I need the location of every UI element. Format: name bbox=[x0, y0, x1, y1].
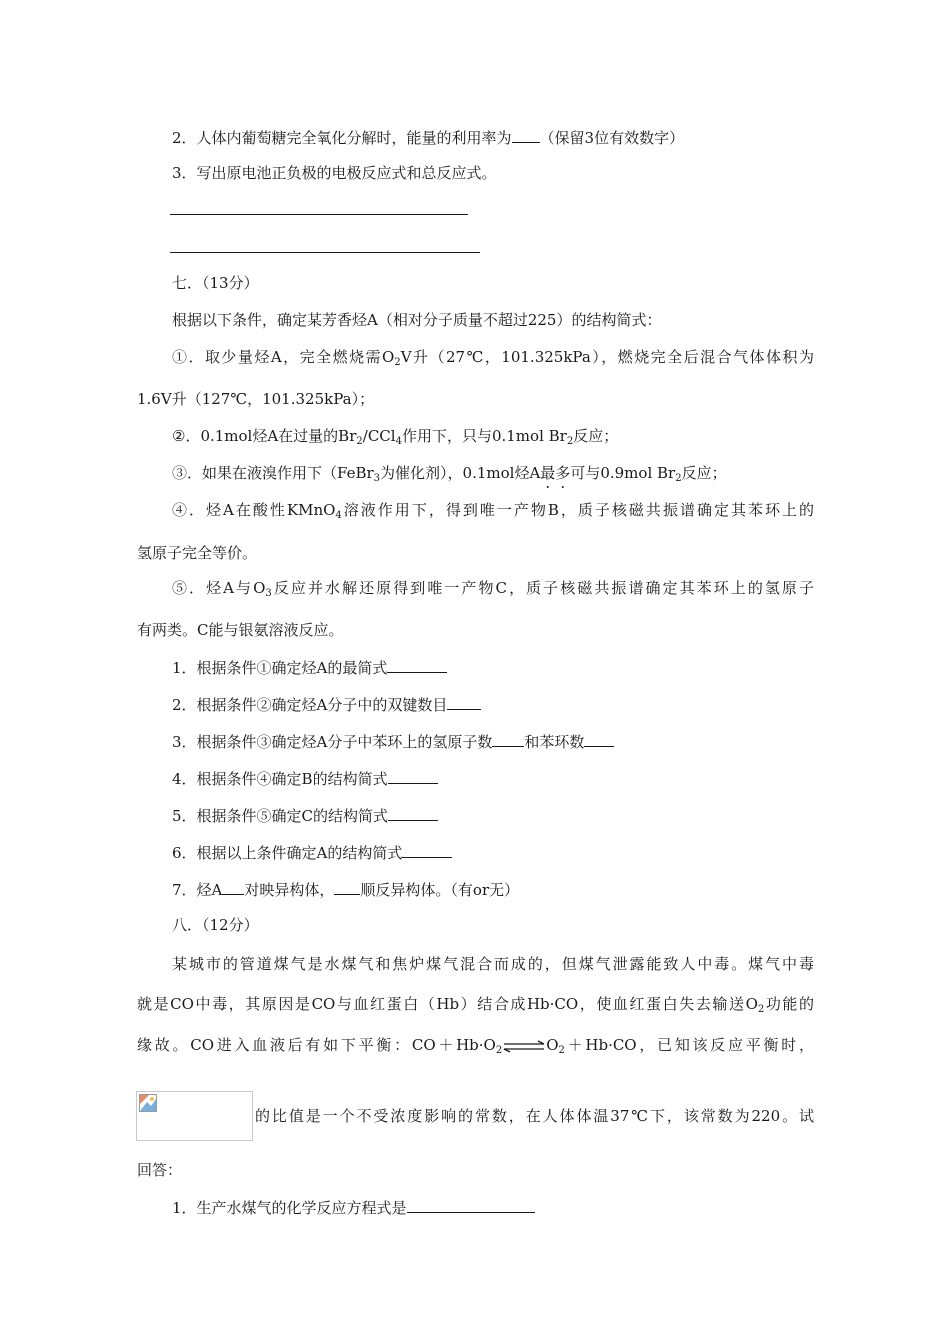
answer-line[interactable] bbox=[170, 214, 468, 215]
equilibrium-arrow-icon bbox=[502, 1039, 546, 1053]
answer-blank[interactable] bbox=[447, 693, 481, 710]
s8-paragraph-line-5: 回答： bbox=[137, 1161, 183, 1179]
s8-question-1: 1．生产水煤气的化学反应方程式是 bbox=[172, 1196, 535, 1218]
s8-paragraph-line-3: 缘故。CO进入血液后有如下平衡：$CO+Hb\cdot O_2$ $O_2+Hb\cdot CO$，已知该反应平衡时， bbox=[137, 1036, 814, 1056]
s7-heading: 七．（13分） bbox=[172, 274, 259, 292]
s7-intro: 根据以下条件，确定某芳香烃A（相对分子质量不超过225）的结构简式： bbox=[172, 311, 662, 329]
answer-blank[interactable] bbox=[512, 126, 540, 143]
answer-blank[interactable] bbox=[222, 878, 244, 895]
answer-blank[interactable] bbox=[492, 730, 524, 747]
answer-blank[interactable] bbox=[334, 878, 360, 895]
answer-blank[interactable] bbox=[387, 656, 447, 673]
s7-question-7: 7．烃A 对映异构体， 顺反异构体。（有or无） bbox=[172, 878, 519, 900]
answer-blank[interactable] bbox=[388, 804, 438, 821]
answer-blank[interactable] bbox=[402, 841, 452, 858]
s7-question-1: 1．根据条件①确定烃A的最简式 bbox=[172, 656, 447, 678]
s7-condition-5: ⑤．烃A与$O_3$反应并水解还原得到唯一产物C，质子核磁共振谱确定其苯环上的氢原子 bbox=[172, 579, 814, 599]
s7-condition-4-cont: 氢原子完全等价。 bbox=[137, 544, 258, 562]
s7-condition-1: ①．取少量烃A，完全燃烧需$O_2V$升（27℃，101.325kPa），燃烧完全后混合气体体积为 bbox=[172, 348, 814, 368]
s8-paragraph-line-4: 的比值是一个不受浓度影响的常数，在人体体温37℃下，该常数为220。试 bbox=[255, 1107, 814, 1125]
s6-q3: 3．写出原电池正负极的电极反应式和总反应式。 bbox=[172, 164, 497, 182]
s7-question-3: 3．根据条件③确定烃A分子中苯环上的氢原子数 和苯环数 bbox=[172, 730, 614, 752]
s6-q2: 2．人体内葡萄糖完全氧化分解时，能量的利用率为 （保留3位有效数字） bbox=[172, 126, 684, 148]
s7-condition-4: ④．烃A在酸性KMnO$_4$溶液作用下，得到唯一产物B，质子核磁共振谱确定其苯环上的 bbox=[172, 501, 814, 521]
s8-heading: 八．（12分） bbox=[172, 916, 259, 934]
answer-blank[interactable] bbox=[388, 767, 438, 784]
answer-blank[interactable] bbox=[584, 730, 614, 747]
answer-line[interactable] bbox=[170, 252, 480, 253]
broken-image-icon bbox=[139, 1094, 157, 1112]
s7-condition-3: ③．如果在液溴作用下（FeBr$_3$为催化剂），0.1mol烃A最多可与0.9mol $Br_2$反应； bbox=[172, 464, 727, 484]
s7-question-4: 4．根据条件④确定B的结构简式 bbox=[172, 767, 438, 789]
s7-question-6: 6．根据以上条件确定A的结构简式 bbox=[172, 841, 452, 863]
s7-question-2: 2．根据条件②确定烃A分子中的双键数目 bbox=[172, 693, 481, 715]
s7-condition-5-cont: 有两类。C能与银氨溶液反应。 bbox=[137, 621, 344, 639]
s8-paragraph-line-1: 某城市的管道煤气是水煤气和焦炉煤气混合而成的，但煤气泄露能致人中毒。煤气中毒 bbox=[172, 955, 814, 973]
s7-condition-1-cont: 1.6V升（127℃，101.325kPa）； bbox=[137, 390, 375, 408]
s7-condition-2: ②．0.1mol烃A在过量的$Br_2/CCl_4$作用下，只与0.1mol $Br_2$反应； bbox=[172, 427, 619, 447]
answer-blank[interactable] bbox=[407, 1196, 535, 1213]
s7-question-5: 5．根据条件⑤确定C的结构简式 bbox=[172, 804, 438, 826]
s8-paragraph-line-2: 就是CO中毒，其原因是CO与血红蛋白（Hb）结合成Hb·CO，使血红蛋白失去输送$O_2$功能的 bbox=[137, 995, 814, 1015]
ratio-formula-image bbox=[136, 1091, 253, 1141]
